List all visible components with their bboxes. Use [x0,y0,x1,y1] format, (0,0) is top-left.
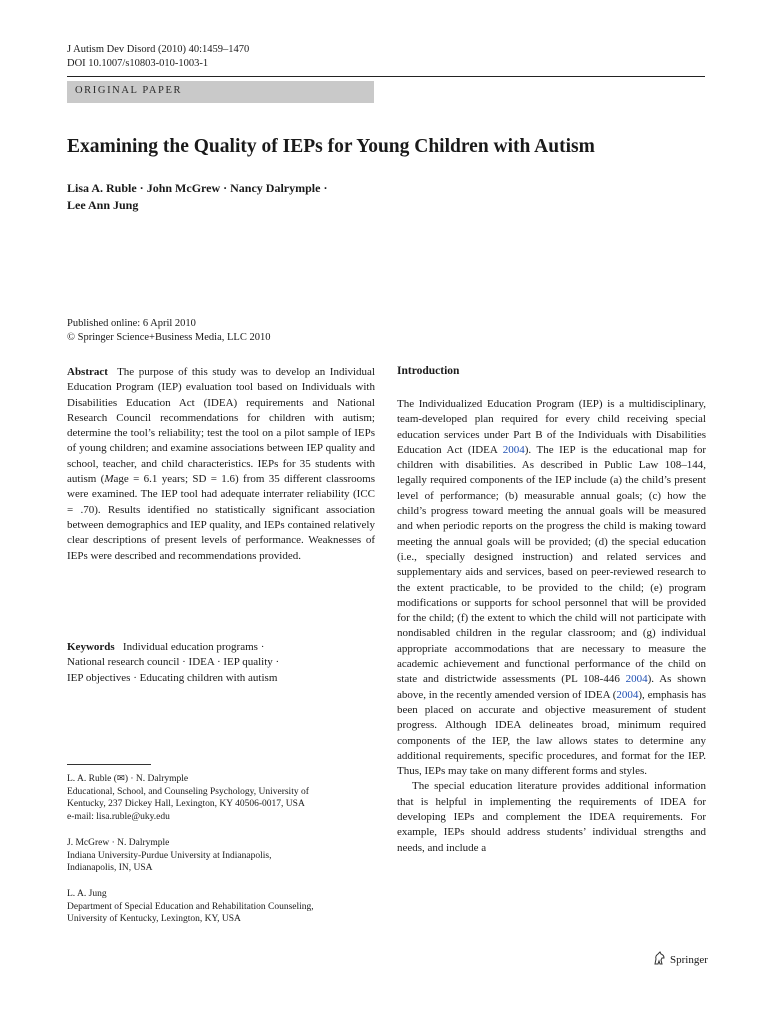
affiliation-names: L. A. Jung [67,889,107,899]
keywords [67,640,375,686]
affiliation-line: Indiana University-Purdue University at Indianapolis, [67,850,272,861]
affiliation-line: Educational, School, and Counseling Psychology, University of [67,786,309,797]
keywords-line-3: IEP objectives · Educating children with autism [67,671,278,684]
affiliation-line: Indianapolis, IN, USA [67,863,153,873]
affiliation-line: Kentucky, 237 Dickey Hall, Lexington, KY 40506-0017, USA [67,799,305,809]
introduction-paragraph-1 [397,397,706,779]
citation-link[interactable]: 2004 [616,688,639,701]
springer-horse-icon [652,951,667,966]
doi: DOI 10.1007/s10803-010-1003-1 [67,58,209,69]
publication-info [67,317,270,344]
affiliation-line: University of Kentucky, Lexington, KY, USA [67,914,241,924]
section-badge-label: ORIGINAL PAPER [75,85,183,96]
author-list [67,180,387,214]
affiliation-block-1 [67,773,377,823]
introduction-heading: Introduction [397,365,460,377]
keywords-line-1: Individual education programs · [122,641,265,653]
citation-link[interactable]: 2004 [502,443,525,456]
copyright: © Springer Science+Business Media, LLC 2010 [67,331,271,343]
introduction-paragraph-2: The special education literature provides additional information that is helpful in implementing the requirements of IDEA for developing IEPs and complement the IDEA requirements. For example, IEPs should address students’ individual strengths and needs, and include a [397,780,706,854]
introduction-body [397,397,706,856]
abstract-text-b: age = 6.1 years; SD = 1.6) from 35 different classrooms were examined. The IEP tool had adequate interrater reliability (ICC = .70). Results identified no statistically significant association between demographics and IEP quality, and IEPs contained relatively clear descriptions of present levels of performance. Weaknesses of IEPs were described and recommendations provided. [67,473,376,562]
journal-citation: J Autism Dev Disord (2010) 40:1459–1470 [67,44,250,55]
affiliation-email[interactable]: e-mail: lisa.ruble@uky.edu [67,811,170,822]
authors-line-1: Lisa A. Ruble · John McGrew · Nancy Dalrymple · [67,181,328,195]
abstract [67,365,375,564]
authors-line-2: Lee Ann Jung [67,198,139,212]
footnote-rule [67,764,151,765]
section-badge [67,81,374,103]
intro-text: ), emphasis has been placed on accurate and objective measurement of student progress. Although IDEA delineates broad, minimum required components of the IEP, the law allows states to determine any additional requirements, specific procedures, and format for the IEP. Thus, IEPs may take on many different forms and styles. [397,688,706,778]
header-rule [67,76,705,77]
abstract-text-a: The purpose of this study was to develop an Individual Education Program (IEP) evaluation tool based on Individuals with Disabilities Education Act (IDEA) requirements and National Research Council recommendations for children with autism; determine the tool’s reliability; test the tool on a pilot sample of IEPs of young children; and examine associations between IEP quality and school, teacher, and child characteristics. IEPs for 35 students with autism ( [67,366,376,486]
affiliation-block-3 [67,888,377,926]
citation-link[interactable]: 2004 [625,673,648,686]
keywords-line-2: National research council · IDEA · IEP quality · [67,656,280,669]
affiliation-names: L. A. Ruble (✉) · N. Dalrymple [67,774,189,784]
affiliation-block-2 [67,837,377,875]
intro-text: ). The IEP is the educational map for children with disabilities. As described in Public Law 108–144, legally required components of the IEP include (a) the child’s present level of performance; (b) measurable annual goals; (c) how the child’s progress toward meeting the annual goals will be measured and when periodic reports on the progress the child is making toward meeting the annual goals will be provided; (d) the special education (i.e., specially designed instruction) and related services and supplementary aids and services, based on peer-reviewed research to the extent practicable, to be provided to the child; (e) program modifications or supports for school personnel that will be provided for the child; (f) the extent to which the child will not participate with nondisabled children in the regular classroom; and (g) individual appropriate accommodations that are necessary to measure the academic achievement and functional performance of the child on state and districtwide assessments (PL 108-446 [397,443,706,686]
abstract-text-m: M [104,473,114,486]
affiliation-names: J. McGrew · N. Dalrymple [67,838,170,848]
affiliation-line: Department of Special Education and Rehabilitation Counseling, [67,901,314,912]
publisher-mark [652,951,708,966]
intro-text: The Individualized Education Program (IEP) is a multidisciplinary, team-developed plan required for every child receiving special education services under Part B of the Individuals with Disabilities Education Act (IDEA [397,398,706,456]
intro-text: ). As shown above, in the recently amended version of IDEA ( [397,673,706,701]
abstract-label: Abstract [67,366,108,378]
paper-title: Examining the Quality of IEPs for Young Children with Autism [67,136,595,157]
published-date: Published online: 6 April 2010 [67,318,196,329]
publisher-name: Springer [670,954,708,966]
keywords-label: Keywords [67,641,115,653]
